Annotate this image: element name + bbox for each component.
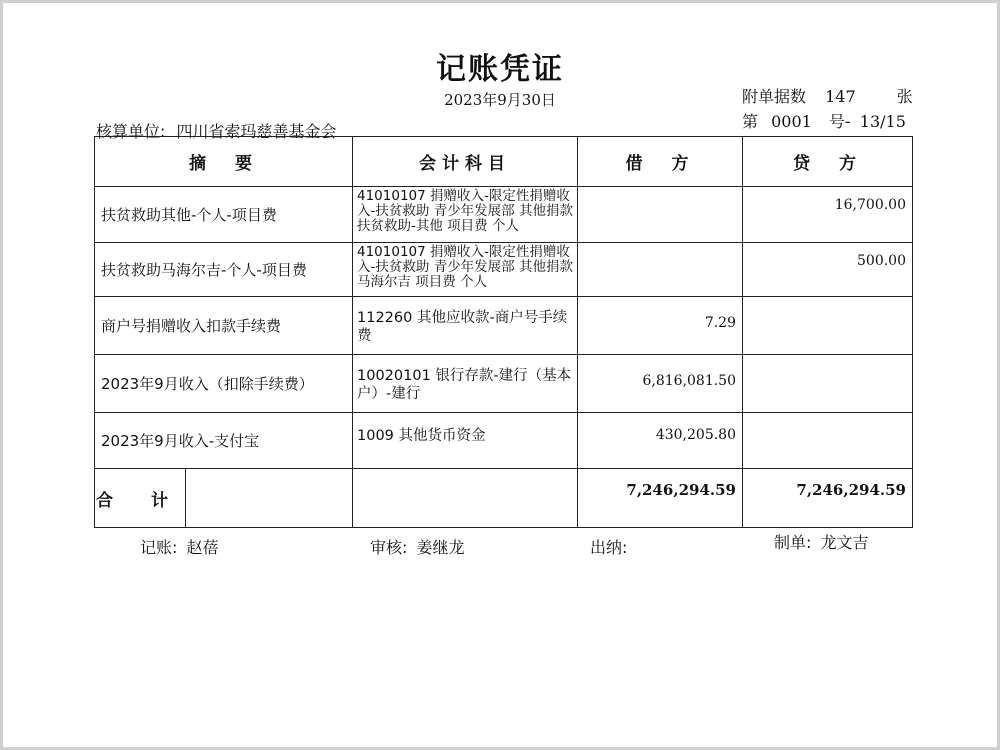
signature-reviewer: [370, 535, 465, 558]
accounting-unit-label: 核算单位:: [96, 122, 166, 141]
table-row: [95, 243, 913, 297]
table-row: [95, 413, 913, 469]
row-debit: 6,816,081.50: [578, 355, 743, 413]
row-account: 10020101 银行存款-建行（基本户）-建行: [353, 355, 578, 413]
signature-bookkeeper: [140, 535, 219, 558]
total-row: [95, 469, 913, 528]
header-credit: 贷 方: [743, 137, 913, 187]
cashier-label: 出纳:: [590, 538, 628, 557]
preparer-name: 龙文吉: [820, 533, 869, 552]
row-summary: 2023年9月收入-支付宝: [95, 413, 353, 469]
total-blank: [186, 469, 352, 527]
row-account: 112260 其他应收款-商户号手续费: [353, 297, 578, 355]
total-credit: 7,246,294.59: [743, 469, 913, 528]
reviewer-label: 审核:: [370, 538, 408, 557]
voucher-suffix: 号-: [828, 112, 851, 131]
voucher-page: 13/15: [859, 112, 906, 131]
accounting-unit-value: 四川省索玛慈善基金会: [176, 122, 337, 141]
table-row: [95, 187, 913, 243]
bookkeeper-name: 赵蓓: [186, 538, 219, 557]
bookkeeper-label: 记账:: [140, 538, 178, 557]
signature-preparer: [774, 530, 869, 553]
row-credit: 500.00: [743, 243, 913, 297]
row-summary: 扶贫救助其他-个人-项目费: [95, 187, 353, 243]
voucher-date: 2023年9月30日: [444, 91, 556, 109]
voucher-table: [94, 136, 913, 528]
attachment-count: [742, 84, 913, 107]
row-credit: [743, 297, 913, 355]
table-header-row: [95, 137, 913, 187]
row-account: 1009 其他货币资金: [353, 413, 578, 469]
row-summary: 商户号捐赠收入扣款手续费: [95, 297, 353, 355]
row-debit: [578, 243, 743, 297]
voucher-number: [742, 109, 906, 132]
row-credit: 16,700.00: [743, 187, 913, 243]
voucher-prefix: 第: [742, 112, 759, 131]
total-label-cell: [95, 469, 353, 528]
header-debit: 借 方: [578, 137, 743, 187]
row-credit: [743, 355, 913, 413]
voucher-no: 0001: [771, 112, 812, 131]
table-row: [95, 297, 913, 355]
row-debit: 430,205.80: [578, 413, 743, 469]
attachment-label: 附单据数: [742, 87, 807, 106]
row-summary: 2023年9月收入（扣除手续费）: [95, 355, 353, 413]
row-debit: [578, 187, 743, 243]
preparer-label: 制单:: [774, 533, 812, 552]
total-label: 合 计: [95, 469, 186, 527]
header-summary: 摘 要: [95, 137, 353, 187]
row-debit: 7.29: [578, 297, 743, 355]
signature-cashier: [590, 535, 627, 558]
row-account: 41010107 捐赠收入-限定性捐赠收入-扶贫救助 青少年发展部 其他捐款 马海尔吉 项目费 个人: [353, 243, 578, 297]
reviewer-name: 姜继龙: [416, 538, 465, 557]
table-row: [95, 355, 913, 413]
header-account: 会计科目: [353, 137, 578, 187]
attachment-number: 147: [825, 87, 856, 106]
row-account: 41010107 捐赠收入-限定性捐赠收入-扶贫救助 青少年发展部 其他捐款 扶贫救助-其他 项目费 个人: [353, 187, 578, 243]
row-credit: [743, 413, 913, 469]
total-debit: 7,246,294.59: [578, 469, 743, 528]
total-account-blank: [353, 469, 578, 528]
row-summary: 扶贫救助马海尔吉-个人-项目费: [95, 243, 353, 297]
attachment-unit: 张: [896, 87, 913, 106]
voucher-title: 记账凭证: [436, 52, 564, 87]
